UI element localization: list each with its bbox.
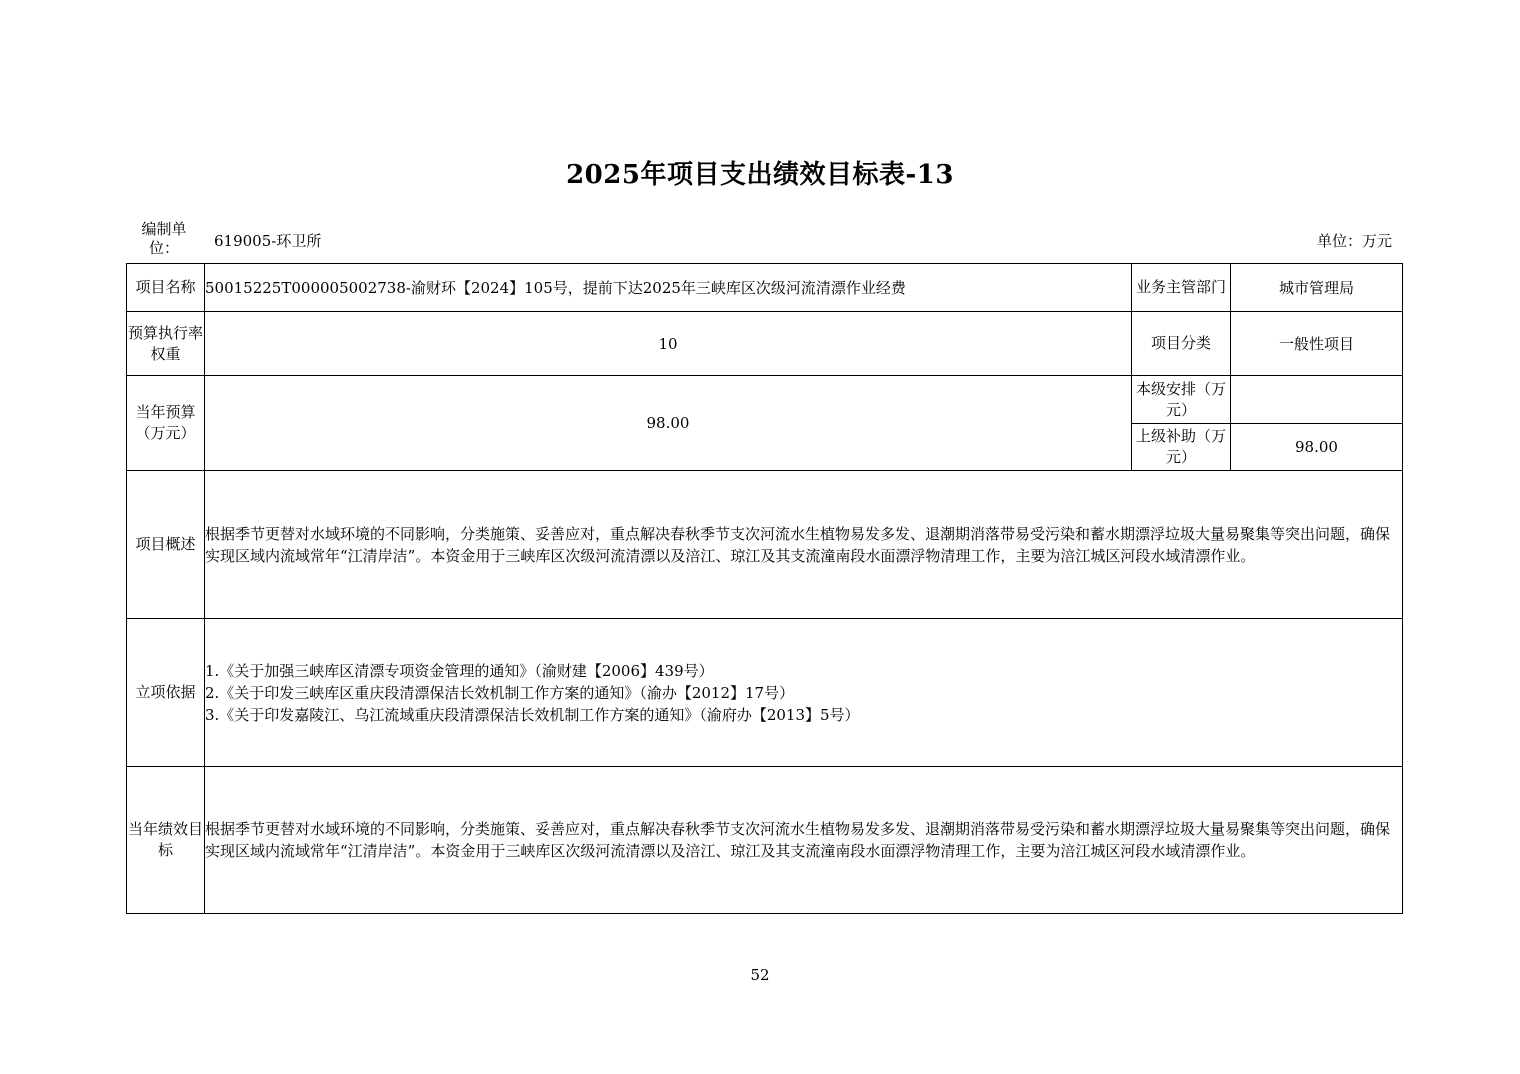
table-row: [127, 264, 1403, 312]
department-label: 业务主管部门: [1132, 264, 1231, 312]
goal-label: 当年绩效目标: [127, 767, 205, 914]
performance-table: [126, 263, 1403, 914]
local-arrangement-label: 本级安排（万元）: [1132, 376, 1231, 424]
table-row: [127, 767, 1403, 914]
basis-list: [205, 619, 1403, 767]
basis-item: 3.《关于印发嘉陵江、乌江流域重庆段清漂保洁长效机制工作方案的通知》（渝府办【2013】5号）: [205, 705, 860, 724]
table-row: [127, 312, 1403, 376]
weight-value: 10: [205, 312, 1132, 376]
basis-item: 1.《关于加强三峡库区清漂专项资金管理的通知》（渝财建【2006】439号）: [205, 661, 714, 680]
category-label: 项目分类: [1132, 312, 1231, 376]
superior-subsidy-value: 98.00: [1231, 424, 1403, 471]
weight-label: 预算执行率权重: [127, 312, 205, 376]
budget-label: 当年预算（万元）: [127, 376, 205, 471]
table-row: [127, 619, 1403, 767]
project-name-value: 50015225T000005002738-渝财环【2024】105号，提前下达2025年三峡库区次级河流清漂作业经费: [205, 264, 1132, 312]
project-name-label: 项目名称: [127, 264, 205, 312]
budget-value: 98.00: [205, 376, 1132, 471]
department-value: 城市管理局: [1231, 264, 1403, 312]
category-value: 一般性项目: [1231, 312, 1403, 376]
table-row: [127, 471, 1403, 619]
unit-value: 619005-环卫所: [214, 232, 322, 250]
overview-text: 根据季节更替对水域环境的不同影响，分类施策、妥善应对，重点解决春秋季节支次河流水生植物易发多发、退潮期消落带易受污染和蓄水期漂浮垃圾大量易聚集等突出问题，确保实现区域内流域常年“江清岸洁”。本资金用于三峡库区次级河流清漂以及涪江、琼江及其支流潼南段水面漂浮物清理工作，主要为涪江城区河段水域清漂作业。: [205, 471, 1403, 619]
basis-label: 立项依据: [127, 619, 205, 767]
currency-unit: 单位：万元: [1316, 232, 1392, 250]
table-row: [127, 376, 1403, 424]
page-title: 2025年项目支出绩效目标表-13: [566, 160, 954, 190]
superior-subsidy-label: 上级补助（万元）: [1132, 424, 1231, 471]
goal-text: 根据季节更替对水域环境的不同影响，分类施策、妥善应对，重点解决春秋季节支次河流水生植物易发多发、退潮期消落带易受污染和蓄水期漂浮垃圾大量易聚集等突出问题，确保实现区域内流域常年“江清岸洁”。本资金用于三峡库区次级河流清漂以及涪江、琼江及其支流潼南段水面漂浮物清理工作，主要为涪江城区河段水域清漂作业。: [205, 767, 1403, 914]
local-arrangement-value: [1231, 376, 1403, 424]
unit-label: 编制单位：: [141, 220, 187, 257]
overview-label: 项目概述: [127, 471, 205, 619]
basis-item: 2.《关于印发三峡库区重庆段清漂保洁长效机制工作方案的通知》（渝办【2012】17号）: [205, 683, 795, 702]
page-number: 52: [750, 966, 770, 984]
